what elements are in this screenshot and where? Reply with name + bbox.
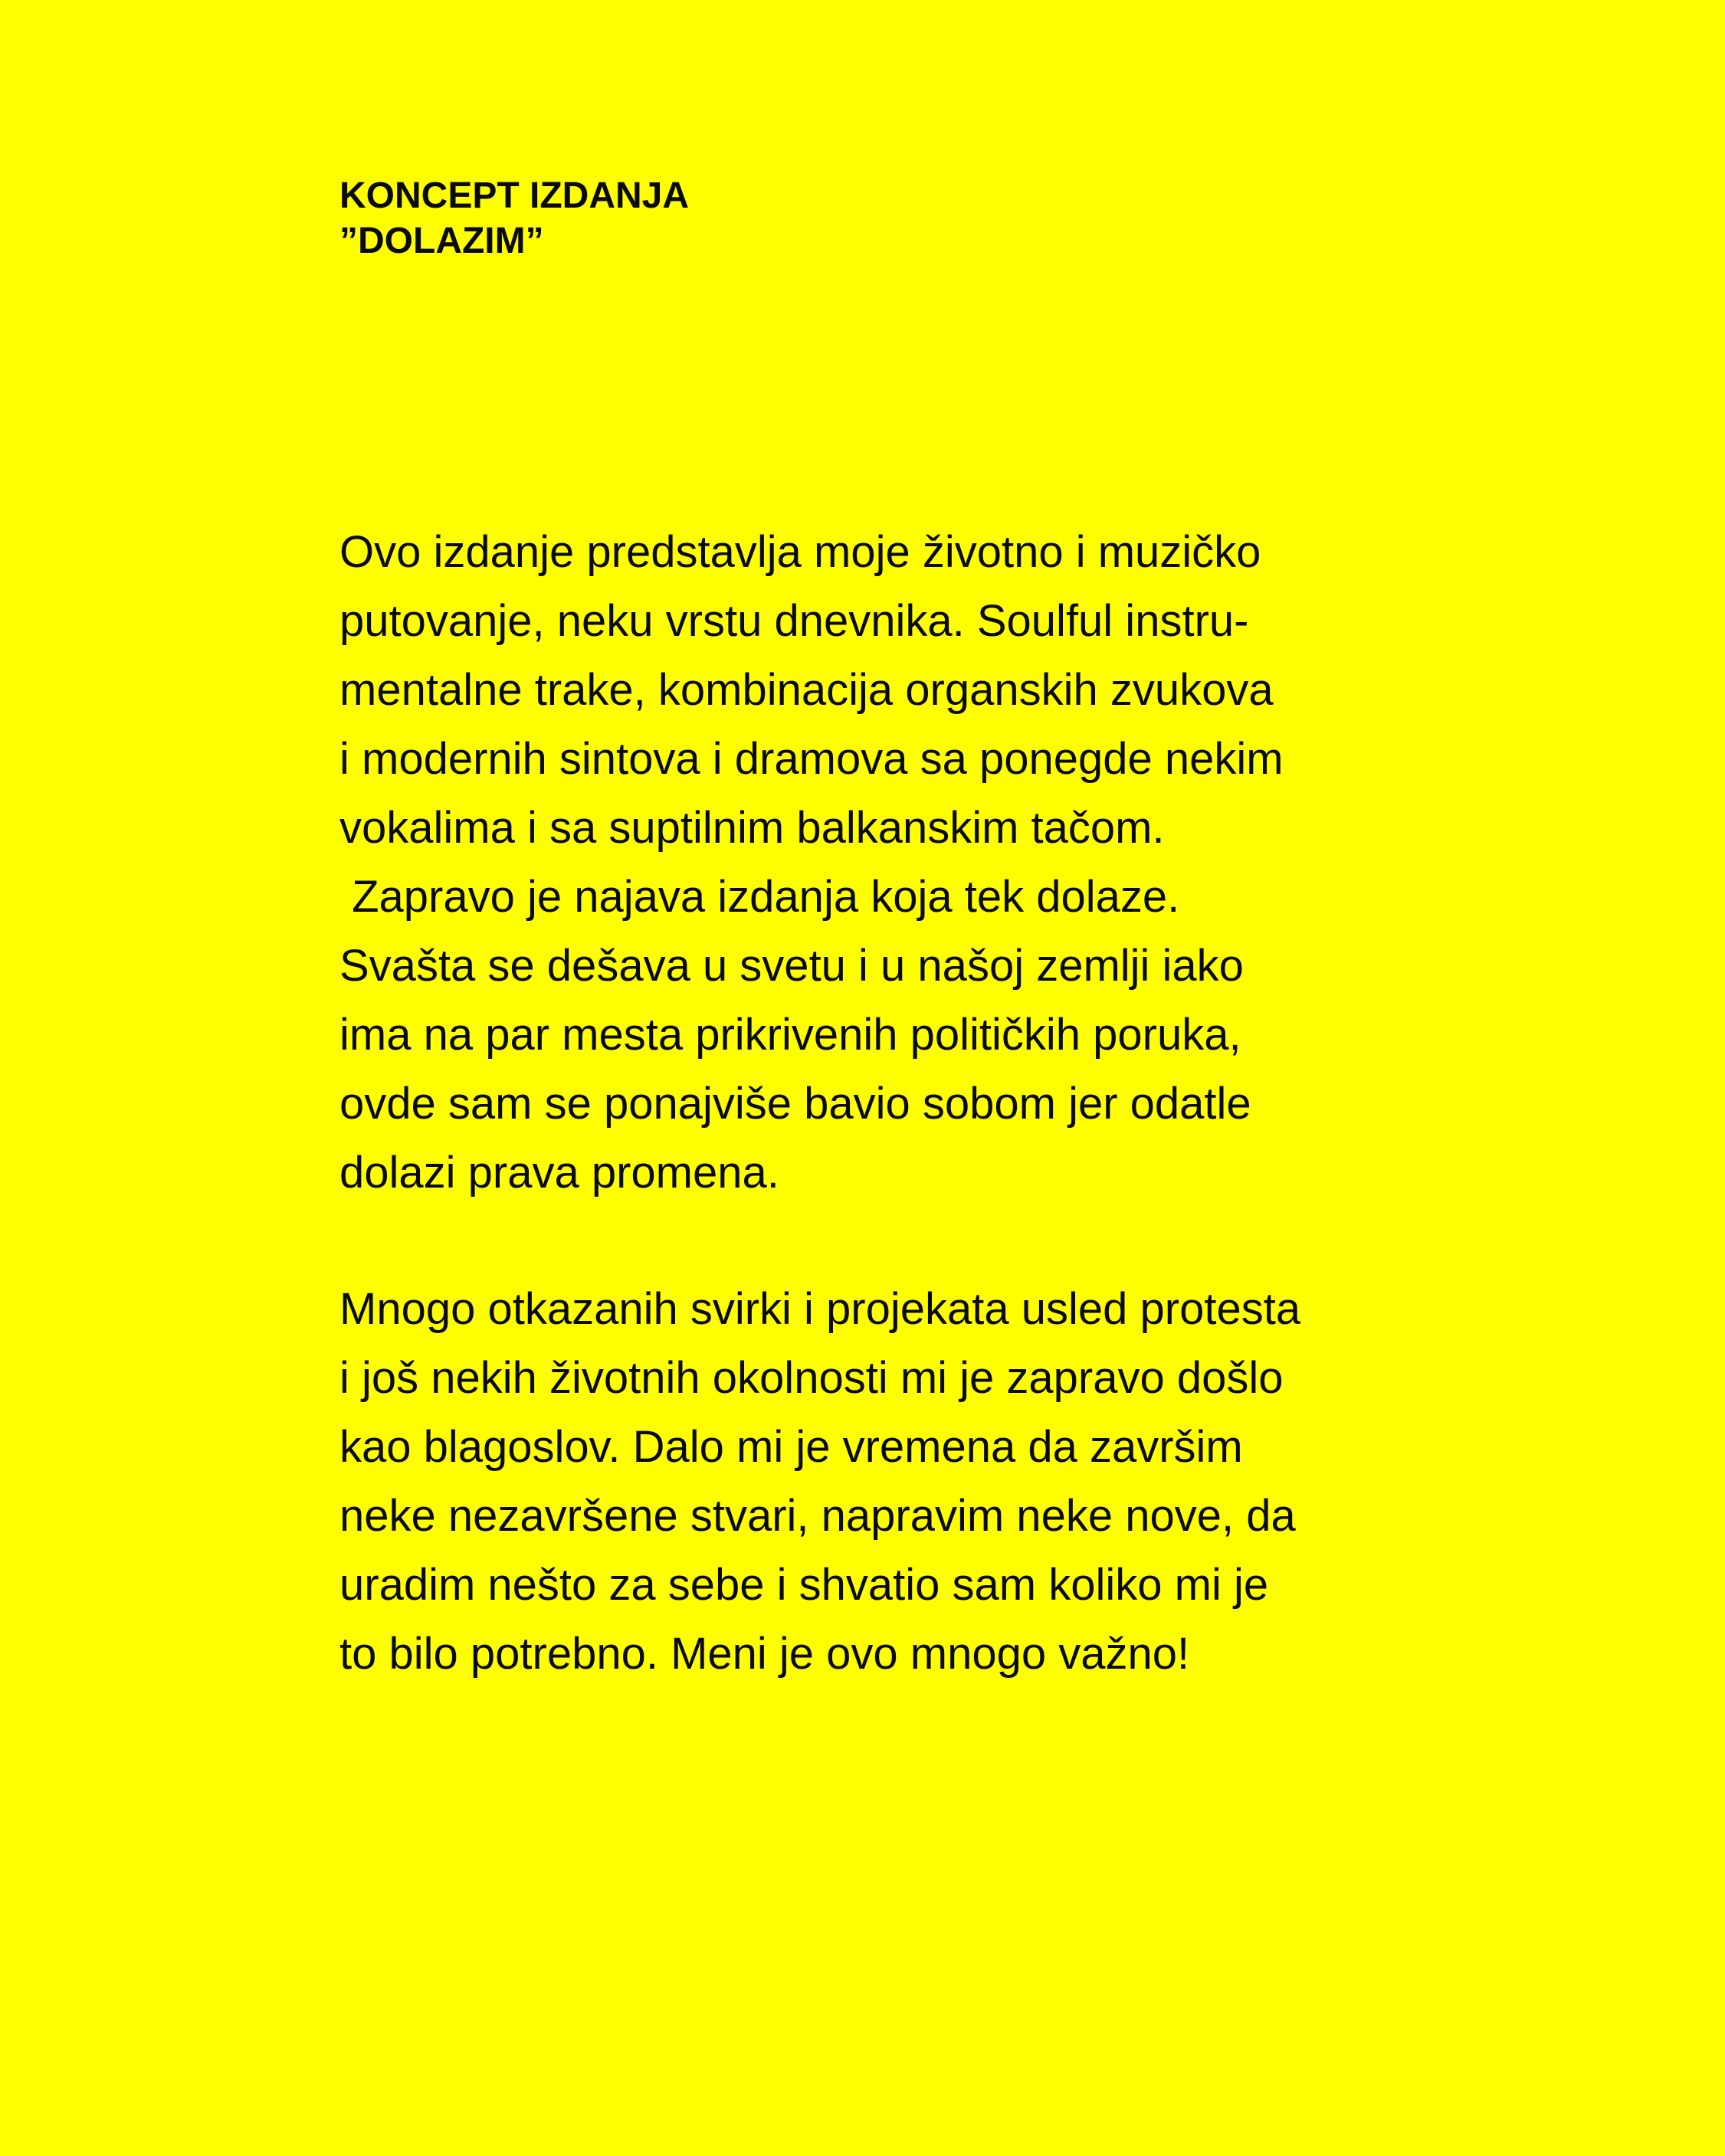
page-title: [339, 173, 1412, 264]
text-line: vokalima i sa suptilnim balkanskim tačom.: [339, 803, 1165, 853]
text-line: dolazi prava promena.: [339, 1148, 779, 1198]
text-line: uradim nešto za sebe i shvatio sam koliko mi je: [339, 1560, 1269, 1610]
text-line: Ovo izdanje predstavlja moje životno i muzičko: [339, 527, 1261, 577]
text-line: Zapravo je najava izdanja koja tek dolaze.: [339, 872, 1180, 922]
text-line: ovde sam se ponajviše bavio sobom jer odatle: [339, 1079, 1251, 1129]
text-line: i još nekih životnih okolnosti mi je zapravo došlo: [339, 1353, 1284, 1403]
text-line: i modernih sintova i dramova sa ponegde nekim: [339, 734, 1284, 784]
text-line: Svašta se dešava u svetu i u našoj zemlji iako: [339, 941, 1244, 991]
text-line: mentalne trake, kombinacija organskih zvukova: [339, 665, 1274, 715]
text-line: to bilo potrebno. Meni je ovo mnogo važno!: [339, 1629, 1190, 1679]
text-line: kao blagoslov. Dalo mi je vremena da završim: [339, 1422, 1243, 1472]
text-line: Mnogo otkazanih svirki i projekata usled protesta: [339, 1284, 1301, 1334]
title-line: KONCEPT IZDANJA: [339, 175, 690, 216]
text-line: neke nezavršene stvari, napravim neke nove, da: [339, 1491, 1296, 1541]
body-paragraph-1: [339, 518, 1284, 1207]
title-line: ”DOLAZIM”: [339, 221, 544, 261]
text-line: ima na par mesta prikrivenih političkih poruka,: [339, 1010, 1241, 1060]
body-paragraph-2: [339, 1275, 1300, 1689]
text-line: putovanje, neku vrstu dnevnika. Soulful instru-: [339, 596, 1249, 646]
